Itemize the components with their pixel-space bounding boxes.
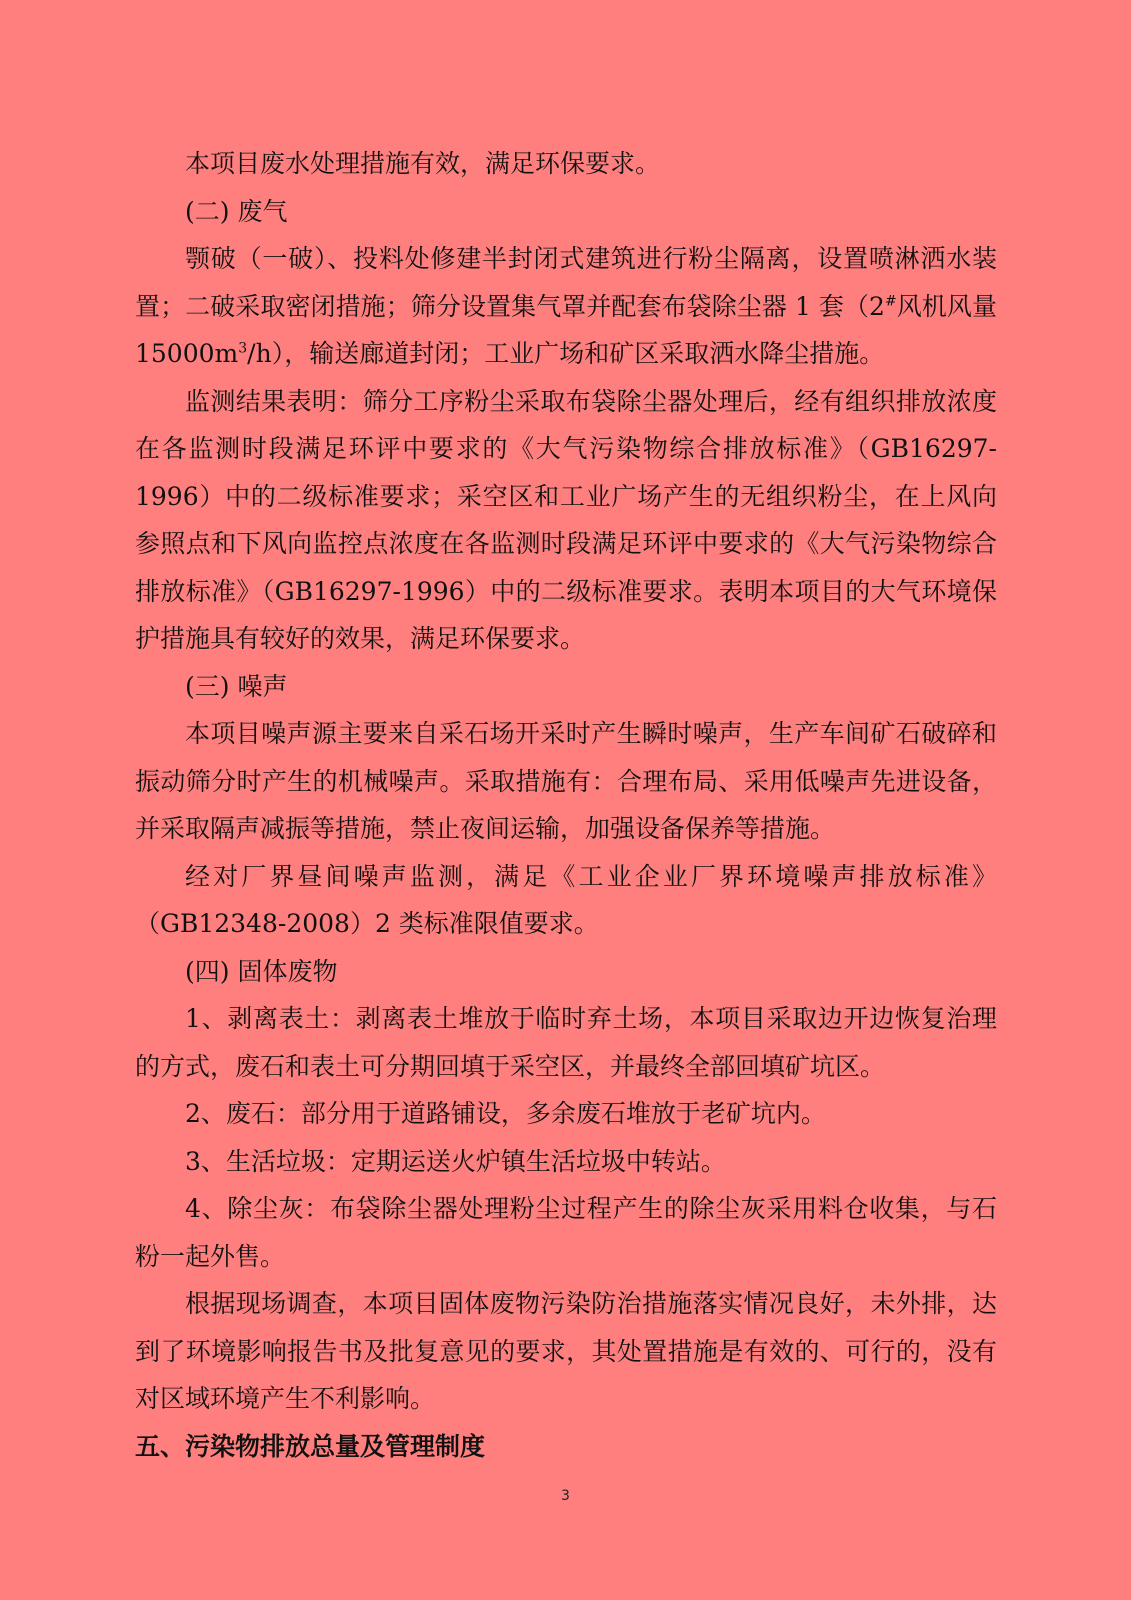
heading-waste-gas: (二) 废气 (185, 196, 288, 226)
paragraph-noise-monitoring: 经对厂界昼间噪声监测，满足《工业企业厂界环境噪声排放标准》（GB12348-2008）2 类标准限值要求。 (135, 861, 997, 938)
paragraph-waste-rock: 2、废石：部分用于道路铺设，多余废石堆放于老矿坑内。 (185, 1099, 826, 1128)
superscript-hash: # (884, 293, 897, 310)
page-number: 3 (561, 1488, 570, 1504)
heading-noise: (三) 噪声 (185, 671, 288, 701)
gas-measures-text-a: 颚破（一破）、投料处修建半封闭式建筑进行粉尘隔离，设置喷淋洒水装置；二破采取密闭措施；筛分设置集气罩并配套布袋除尘器 1 套（2 (135, 244, 997, 321)
superscript-3: 3 (238, 340, 248, 357)
paragraph-gas-monitoring: 监测结果表明：筛分工序粉尘采取布袋除尘器处理后，经有组织排放浓度在各监测时段满足环评中要求的《大气污染物综合排放标准》（GB16297-1996）中的二级标准要求；采空区和工业广场产生的无组织粉尘，在上风向参照点和下风向监控点浓度在各监测时段满足环评中要求的《大气污染物综合排放标准》（GB16297-1996）中的二级标准要求。表明本项目的大气环境保护措施具有较好的效果，满足环保要求。 (135, 386, 997, 653)
heading-solid-waste: (四) 固体废物 (185, 956, 338, 986)
paragraph-solid-waste-conclusion: 根据现场调查，本项目固体废物污染防治措施落实情况良好，未外排，达到了环境影响报告书及批复意见的要求，其处置措施是有效的、可行的，没有对区域环境产生不利影响。 (135, 1289, 997, 1413)
paragraph-dust-ash: 4、除尘灰：布袋除尘器处理粉尘过程产生的除尘灰采用料仓收集，与石粉一起外售。 (135, 1194, 997, 1271)
paragraph-wastewater-conclusion: 本项目废水处理措施有效，满足环保要求。 (185, 149, 661, 178)
gas-measures-text-c: /h），输送廊道封闭；工业广场和矿区采取洒水降尘措施。 (247, 339, 885, 368)
document-body (135, 140, 1005, 1470)
gas-measures-text-b: 风机风量 15000m (135, 291, 1005, 368)
paragraph-topsoil: 1、剥离表土：剥离表土堆放于临时弃土场，本项目采取边开边恢复治理的方式，废石和表土可分期回填于采空区，并最终全部回填矿坑区。 (135, 1004, 997, 1081)
heading-section-5: 五、污染物排放总量及管理制度 (135, 1431, 486, 1461)
paragraph-domestic-garbage: 3、生活垃圾：定期运送火炉镇生活垃圾中转站。 (185, 1146, 726, 1176)
paragraph-gas-measures (135, 235, 1005, 378)
paragraph-noise-sources: 本项目噪声源主要来自采石场开采时产生瞬时噪声，生产车间矿石破碎和振动筛分时产生的机械噪声。采取措施有：合理布局、采用低噪声先进设备，并采取隔声减振等措施，禁止夜间运输，加强设备保养等措施。 (135, 719, 997, 843)
